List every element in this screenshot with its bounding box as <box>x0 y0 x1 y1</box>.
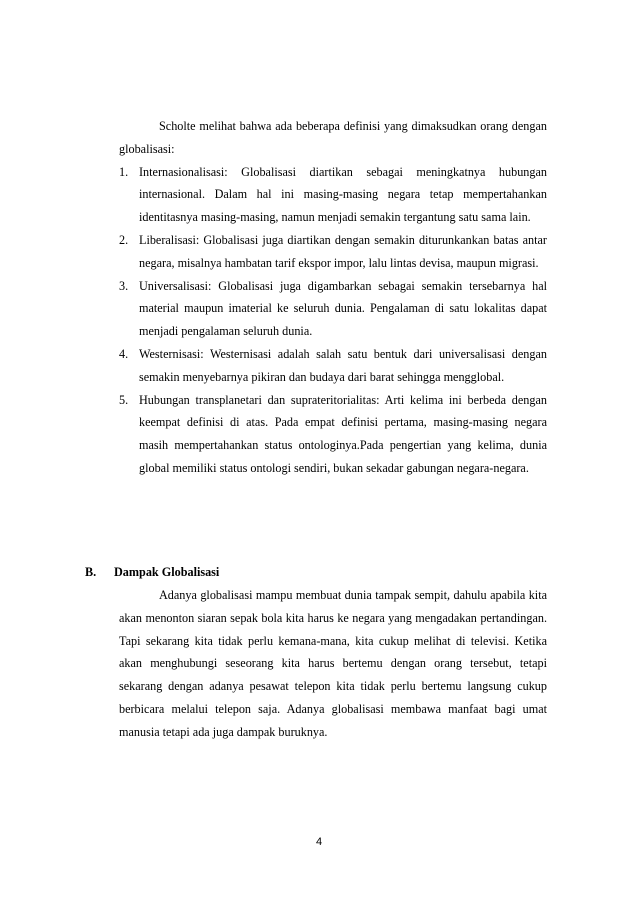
list-item-text: Liberalisasi: Globalisasi juga diartikan dengan semakin diturunkankan batas antar negara, misalnya hambatan tarif ekspor impor, lalu lintas devisa, maupun migrasi. <box>139 232 547 270</box>
section-b-body <box>119 584 547 744</box>
list-item-text: Westernisasi: Westernisasi adalah salah satu bentuk dari universalisasi dengan semakin menyebarnya pikiran dan budaya dari barat sehingga mengglobal. <box>139 346 547 384</box>
list-item-number: 1. <box>119 164 129 179</box>
section-heading <box>85 565 219 580</box>
page-number: 4 <box>315 836 323 848</box>
list-item-number: 2. <box>119 232 129 247</box>
section-b-paragraph: Adanya globalisasi mampu membuat dunia tampak sempit, dahulu apabila kita akan menonton siaran sepak bola kita harus ke negara yang mengadakan pertandingan. Tapi sekarang kita tidak perlu kemana-mana, kita cukup melihat di televisi. Ketika akan menghubungi seseorang kita harus bertemu dengan orang tersebut, tetapi sekarang dengan adanya pesawat telepon kita tidak perlu bertemu langsung cukup berbicara melalui telepon saja. Adanya globalisasi membawa manfaat bagi umat manusia tetapi ada juga dampak buruknya. <box>119 588 547 739</box>
list-item <box>119 343 547 389</box>
list-item-text: Hubungan transplanetari dan suprateritorialitas: Arti kelima ini berbeda dengan keempat definisi di atas. Pada empat definisi pertama, masing-masing negara masih mempertahankan status ontologinya.Pada pengertian yang kelima, dunia global memiliki status ontologi sendiri, bukan sekadar gabungan negara-negara. <box>139 392 547 475</box>
definition-list <box>119 161 547 480</box>
section-letter: B. <box>85 565 97 579</box>
intro-paragraph: Scholte melihat bahwa ada beberapa definisi yang dimaksudkan orang dengan globalisasi: <box>119 119 547 156</box>
list-item <box>119 161 547 229</box>
list-item-number: 4. <box>119 346 129 361</box>
list-item <box>119 229 547 275</box>
section-title: Dampak Globalisasi <box>114 565 220 579</box>
list-item-number: 3. <box>119 278 129 293</box>
list-item-text: Internasionalisasi: Globalisasi diartikan sebagai meningkatnya hubungan internasional. Dalam hal ini masing-masing negara tetap mempertahankan identitasnya masing-masing, namun menjadi semakin tergantung satu sama lain. <box>139 164 547 225</box>
list-item <box>119 275 547 343</box>
list-item-number: 5. <box>119 392 129 407</box>
section-a-body <box>119 115 547 480</box>
list-item <box>119 389 547 480</box>
list-item-text: Universalisasi: Globalisasi juga digambarkan sebagai semakin tersebarnya hal material maupun imaterial ke seluruh dunia. Pengalaman di satu lokalitas dapat menjadi pengalaman seluruh dunia. <box>139 278 547 339</box>
